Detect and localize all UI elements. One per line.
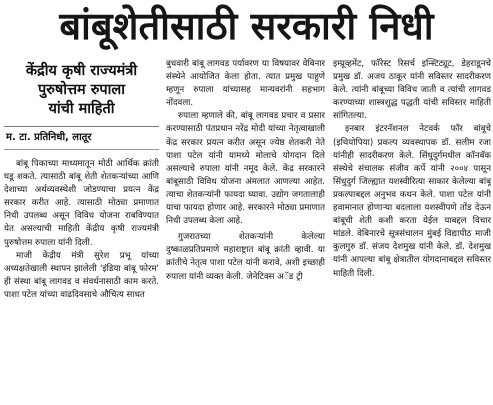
headline: बांबूशेतीसाठी सरकारी निधी	[59, 4, 434, 48]
paragraph: माजी केंद्रीय मंत्री सुरेश प्रभू यांच्या अध्यक्षतेखाली स्थापन झालेली 'इंडिया बांबू फोरम' ही संस्था बांबू लागवड व संवर्धनासाठी काम करते. पाशा पटेल यांच्या वाढदिवसाचे औचित्य साधत	[4, 250, 159, 300]
deck-divider	[4, 126, 159, 127]
paragraph: बुधवारी बांबू लागवड पर्यावरण या विषयावर वेबिनार संस्थेने आयोजित केला होता. त्यात प्रमुख पाहुणे म्हणून रुपाला यांच्यासह मान्यवरांनी सहभाग नोंदवला.	[166, 59, 325, 109]
paragraph: गुजरातच्या शेतकऱ्यांनी केलेल्या दुष्काळप्रतिप्रमाणे महाराष्ट्रात बांबू क्रांती व्हावी. या क्रांतीचे नेतृत्व पाशा पटेल यांनी करावे, अशी इच्छाही रुपाला यांनी व्यक्त केली. जेनेटिक्स अॅड ट्री	[166, 232, 325, 282]
deck-line-3: यांची माहिती	[48, 101, 115, 117]
deck	[4, 58, 159, 119]
column-3	[333, 58, 491, 405]
paragraph: रुपाला म्हणाले की, बांबू लागवड प्रचार व प्रसार करण्यासाठी पंतप्रधान नरेंद्र मोदी यांच्या नेतृत्वाखाली केंद्र सरकार प्रयत्न करीत असून ज्येष्ठ शेतकरी नेते पाशा पटेल यांनी यामध्ये मोलाचे योगदान दिले असल्याचे रुपाला यांनी नमूद केले. केंद्र सरकारने बांबूसाठी विविध योजना अंमलात आणल्या आहेत. त्याचा शेतकऱ्यांनी फायदा घ्यावा. उद्योग जगतालाही याचा फायदा होणार आहे. सरकारने मोठ्या प्रमाणात निधी उपलब्ध केला आहे.	[166, 111, 325, 227]
column-1	[4, 58, 159, 405]
byline: म. टा. प्रतिनिधी, लातूर	[6, 132, 92, 143]
paragraph: इम्प्रूव्हमेंट, फॉरेस्ट रिसर्च इन्स्टिट्यूट, डेहराडूनचे प्रमुख डॉ. अजय ठाकूर यांनी सविस्तर सादरीकरण केले. त्यांनी बांबूच्या विविध जाती व त्यांची लागवड करण्याच्या शास्त्रशुद्ध पद्धती यांची सविस्तर माहिती सांगितल्या.	[333, 59, 491, 122]
deck-line-1: केंद्रीय कृषी राज्यमंत्री	[25, 63, 138, 79]
paragraph: इनबार इंटरनॅशनल नेटवर्क फॉर बांबूचे (इथियोपिया) प्रकल्प व्यवस्थापक डॉ. सलीम रजा यांनीही सादरीकरण केले. सिंधुदुर्गमधील कॉनबॅक संस्थेचे संचालक संजीव कर्पे यांनी २००४ पासून सिंधुदुर्ग जिल्ह्यात यशस्वीरित्या साकार केलेल्या बांबू प्रकल्पाबद्दल अनुभव कथन केले. पाशा पटेल यांनी हवामानात होणाऱ्या बदलाला यशस्वीपणे तोंड देऊन बांबूची शेती कशी करता येईल याबद्दल विचार मांडले. वेबिनारचे सूत्रसंचालन मुंबई विद्यापीठ माजी कुलगुरु डॉ. संजय देशमुख यांनी केले. डॉ. देशमुख यांनी आपल्या बांबू क्षेत्रातील योगदानाबद्दल सविस्तर माहिती दिली.	[333, 124, 491, 279]
column-1-body	[4, 150, 159, 302]
paragraph: बांबू पिकाच्या माध्यमातून मोठी आर्थिक क्रांती घडू शकते. त्यासाठी बांबू शेती शेतकऱ्यांच्या आणि देशाच्या अर्थव्यवस्थेशी जोडण्याचा प्रयत्न केंद्र सरकार करीत आहे. त्यासाठी मोठ्या प्रमाणात निधी उपलब्ध असून विविध योजना राबविण्यात येत असल्याची माहिती केंद्रीय कृषी राज्यमंत्री पुरुषोत्तम रुपाला यांनी दिली.	[4, 159, 159, 248]
column-2	[166, 58, 325, 405]
deck-line-2: पुरुषोत्तम रुपाला	[37, 82, 126, 98]
